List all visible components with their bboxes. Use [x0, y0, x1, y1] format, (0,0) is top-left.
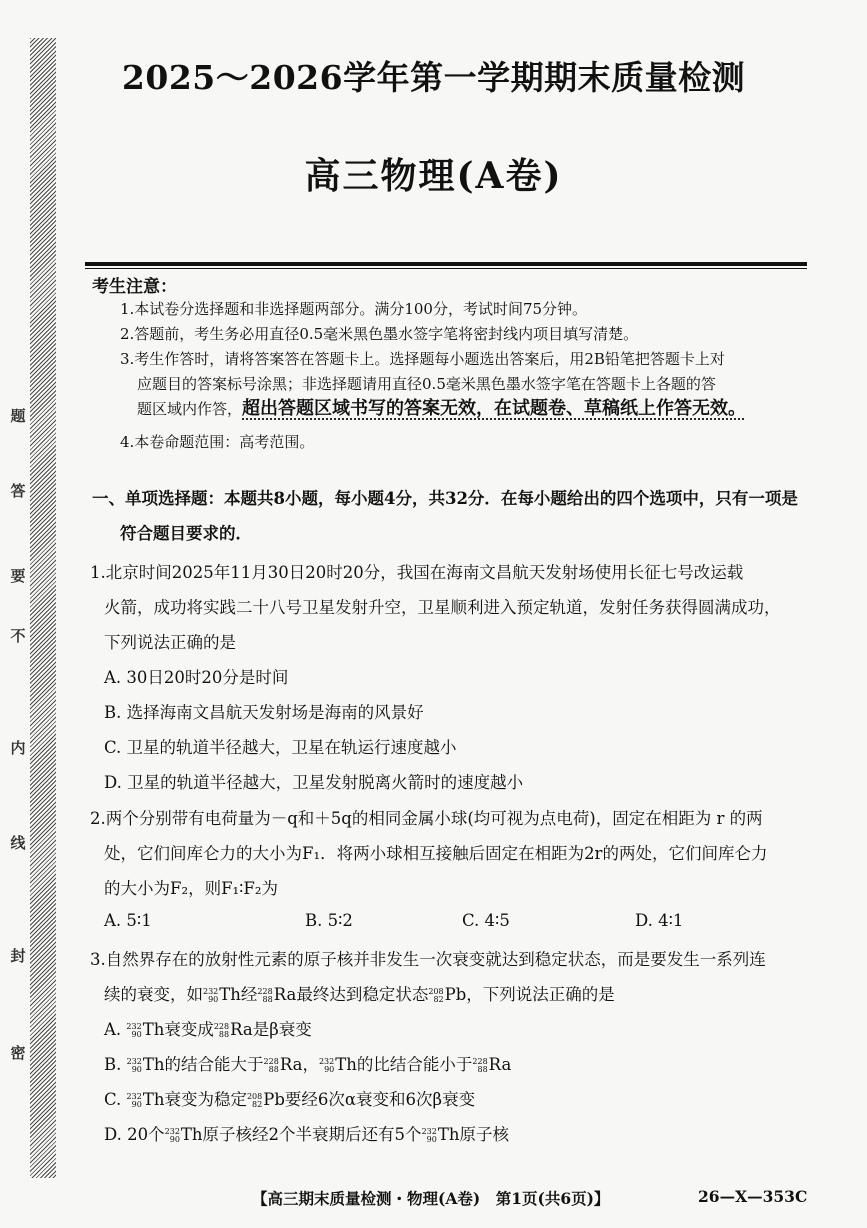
q3-option-b: [104, 1051, 511, 1075]
notice-item-3-line-1: 3.考生作答时，请将答案答在答题卡上。选择题每小题选出答案后，用2B铅笔把答题卡上对: [120, 350, 725, 368]
notice-item-3-line-3-start: 题区域内作答，: [137, 400, 243, 418]
q3-text: Th经: [219, 985, 258, 1004]
q3-text: Th的结合能大于: [142, 1055, 264, 1074]
binding-char-3: 线: [10, 834, 26, 852]
nuclide-th-index: [127, 1058, 142, 1074]
notice-item-3-line-3: [137, 399, 746, 419]
nuclide-pb-index: [247, 1093, 262, 1109]
nuclide-mass-number: 228: [213, 1021, 230, 1031]
q3-text: C.: [104, 1090, 127, 1109]
q2-stem-line-2: 处，它们间库仑力的大小为F₁．将两小球相互接触后固定在相距为2r的两处，它们间库仑力: [104, 844, 768, 863]
q1-option-d: D. 卫星的轨道半径越大，卫星发射脱离火箭时的速度越小: [104, 773, 524, 792]
nuclide-mass-number: 232: [421, 1126, 437, 1136]
section-1-heading-line-2: 符合题目要求的．: [120, 524, 252, 543]
q3-text: A.: [104, 1020, 127, 1039]
binding-char-6: 要: [10, 567, 26, 585]
nuclide-atomic-number: 90: [208, 994, 219, 1004]
q3-text: Pb，下列说法正确的是: [444, 985, 615, 1004]
binding-char-1: 密: [10, 1044, 26, 1062]
q2-stem-line-3: 的大小为F₂，则F₁∶F₂为: [104, 879, 278, 898]
q3-text: Ra是β衰变: [230, 1020, 312, 1039]
nuclide-ra-index: [264, 1058, 279, 1074]
nuclide-pb-index: [428, 988, 443, 1004]
nuclide-th-index: [127, 1093, 142, 1109]
q2-option-a: A. 5∶1: [104, 911, 152, 930]
q2-option-d: D. 4∶1: [635, 911, 684, 930]
binding-char-5: 不: [10, 627, 26, 645]
binding-char-2: 封: [10, 947, 26, 965]
nuclide-th-index: [319, 1058, 334, 1074]
binding-char-8: 题: [10, 407, 26, 425]
nuclide-ra-index: [257, 988, 272, 1004]
nuclide-atomic-number: 88: [262, 994, 273, 1004]
q3-text: Pb要经6次α衰变和6次β衰变: [263, 1090, 476, 1109]
notice-item-2: 2.答题前，考生务必用直径0.5毫米黑色墨水签字笔将密封线内项目填写清楚。: [120, 325, 639, 343]
q1-stem-line-3: 下列说法正确的是: [104, 633, 236, 652]
binding-char-7: 答: [10, 482, 26, 500]
q3-text: 续的衰变，如: [104, 985, 203, 1004]
nuclide-mass-number: 208: [428, 986, 444, 996]
nuclide-atomic-number: 90: [131, 1099, 142, 1109]
nuclide-atomic-number: 90: [131, 1064, 142, 1074]
nuclide-atomic-number: 88: [268, 1064, 279, 1074]
q1-option-a: A. 30日20时20分是时间: [104, 668, 289, 687]
q3-text: D. 20个: [104, 1125, 165, 1144]
q3-text: Th原子核: [437, 1125, 509, 1144]
footer-page-info: 【高三期末质量检测・物理(A卷) 第1页(共6页)】: [252, 1189, 610, 1208]
nuclide-ra-index: [472, 1058, 487, 1074]
q3-text: Th原子核经2个半衰期后还有5个: [180, 1125, 422, 1144]
q2-option-b: B. 5∶2: [305, 911, 353, 930]
nuclide-mass-number: 232: [126, 1056, 142, 1066]
nuclide-atomic-number: 88: [218, 1029, 230, 1039]
nuclide-ra-index: [214, 1023, 229, 1039]
q3-text: Th衰变为稳定: [142, 1090, 247, 1109]
nuclide-th-index: [203, 988, 218, 1004]
nuclide-atomic-number: 90: [131, 1029, 142, 1039]
q2-stem-line-1: 2.两个分别带有电荷量为－q和＋5q的相同金属小球(均可视为点电荷)，固定在相距为 r 的两: [90, 809, 763, 828]
nuclide-mass-number: 232: [203, 986, 219, 996]
nuclide-mass-number: 232: [126, 1021, 142, 1031]
nuclide-th-index: [422, 1128, 437, 1144]
header-rule-thick: [85, 262, 807, 266]
q1-stem-line-2: 火箭，成功将实践二十八号卫星发射升空，卫星顺利进入预定轨道，发射任务获得圆满成功，: [104, 598, 781, 617]
q1-option-c: C. 卫星的轨道半径越大，卫星在轨运行速度越小: [104, 738, 457, 757]
q3-text: Ra，: [279, 1055, 319, 1074]
nuclide-th-index: [126, 1023, 141, 1039]
nuclide-atomic-number: 90: [324, 1064, 335, 1074]
q3-text: Ra: [488, 1055, 512, 1074]
q3-option-d: [104, 1121, 509, 1145]
q3-stem-line-1: 3.自然界存在的放射性元素的原子核并非发生一次衰变就达到稳定状态，而是要发生一系列连: [90, 950, 766, 969]
binding-char-4: 内: [10, 739, 26, 757]
nuclide-atomic-number: 82: [252, 1099, 263, 1109]
q2-option-c: C. 4∶5: [462, 911, 510, 930]
binding-margin-hatch: [30, 38, 56, 1178]
notice-item-4: 4.本卷命题范围：高考范围。: [120, 433, 315, 451]
subject-title: 高三物理(A卷): [304, 155, 563, 197]
q3-stem-line-2: [104, 981, 615, 1005]
nuclide-mass-number: 228: [263, 1056, 279, 1066]
nuclide-atomic-number: 88: [477, 1064, 488, 1074]
nuclide-mass-number: 208: [246, 1091, 263, 1101]
q3-text: Th的比结合能小于: [335, 1055, 473, 1074]
notice-item-3-line-2: 应题目的答案标号涂黑；非选择题请用直径0.5毫米黑色墨水签字笔在答题卡上各题的答: [137, 375, 716, 393]
q3-option-a: [104, 1016, 312, 1040]
nuclide-atomic-number: 90: [169, 1134, 180, 1144]
nuclide-th-index: [165, 1128, 180, 1144]
notice-item-1: 1.本试卷分选择题和非选择题两部分。满分100分，考试时间75分钟。: [120, 300, 588, 318]
nuclide-atomic-number: 90: [426, 1134, 437, 1144]
nuclide-atomic-number: 82: [433, 994, 444, 1004]
nuclide-mass-number: 232: [126, 1091, 142, 1101]
q1-option-b: B. 选择海南文昌航天发射场是海南的风景好: [104, 703, 424, 722]
notice-heading: 考生注意：: [92, 277, 177, 297]
nuclide-mass-number: 232: [164, 1126, 180, 1136]
nuclide-mass-number: 228: [472, 1056, 488, 1066]
q1-stem-line-1: 1.北京时间2025年11月30日20时20分，我国在海南文昌航天发射场使用长征七号改运载: [90, 563, 744, 582]
q3-text: Ra最终达到稳定状态: [273, 985, 429, 1004]
exam-title: 2025～2026学年第一学期期末质量检测: [121, 58, 746, 97]
q3-option-c: [104, 1086, 475, 1110]
nuclide-mass-number: 232: [318, 1056, 335, 1066]
nuclide-mass-number: 228: [257, 986, 273, 996]
notice-emphasis: 超出答题区域书写的答案无效，在试题卷、草稿纸上作答无效。: [242, 398, 747, 419]
footer-exam-code: 26—X—353C: [698, 1187, 808, 1206]
section-1-heading-line-1: 一、单项选择题：本题共8小题，每小题4分，共32分．在每小题给出的四个选项中，只有一项是: [92, 489, 798, 508]
q3-text: Th衰变成: [142, 1020, 214, 1039]
header-rule-thin: [85, 268, 807, 269]
q3-text: B.: [104, 1055, 127, 1074]
